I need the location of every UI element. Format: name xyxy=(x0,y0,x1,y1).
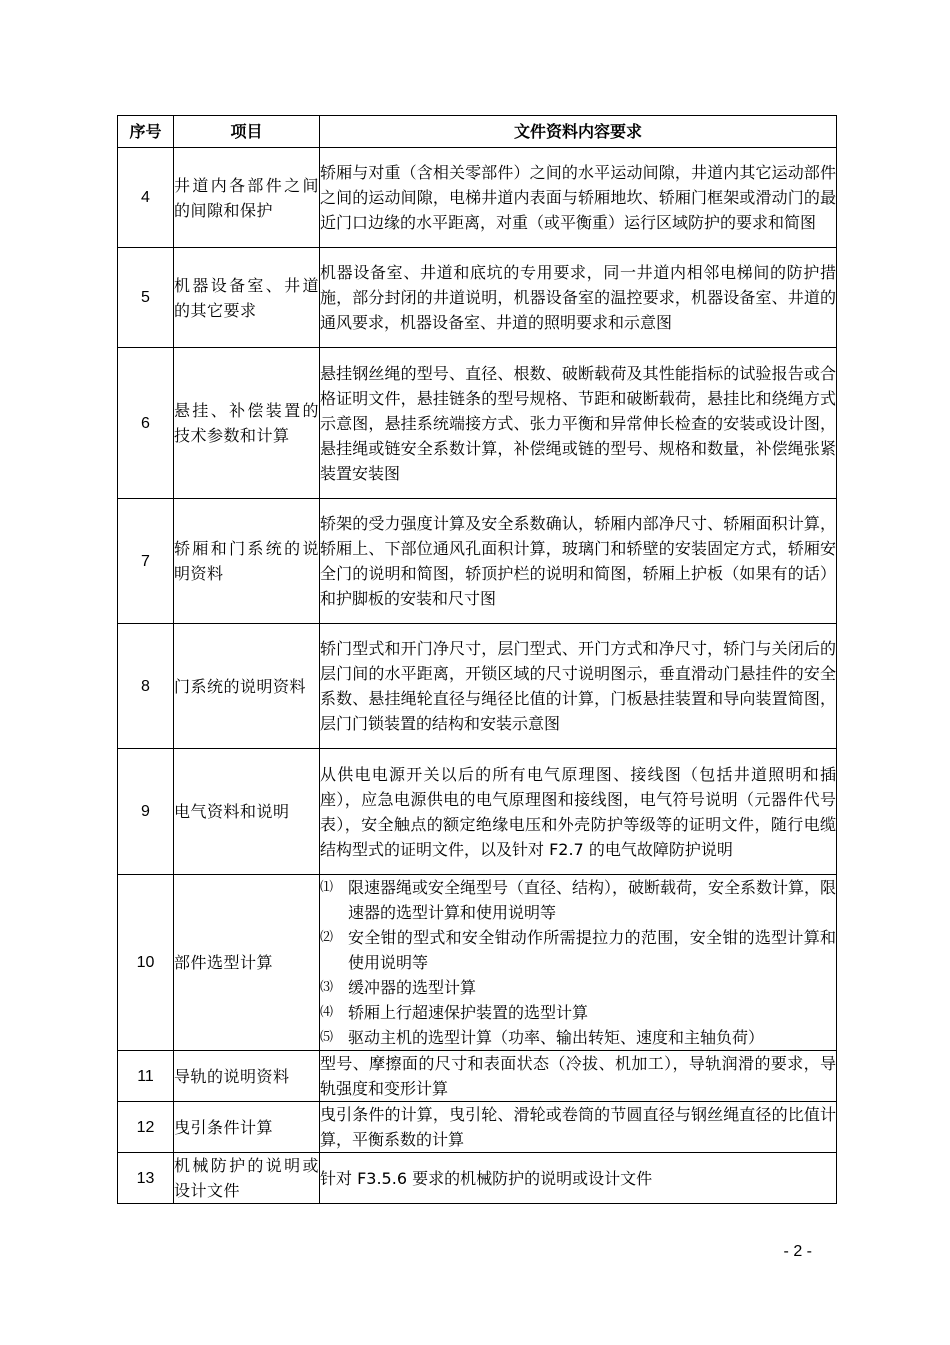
row-content: 轿架的受力强度计算及安全系数确认，轿厢内部净尺寸、轿厢面积计算，轿厢上、下部位通风孔面积计算，玻璃门和轿壁的安装固定方式，轿厢安全门的说明和简图，轿顶护栏的说明和简图，轿厢上护板（如果有的话）和护脚板的安装和尺寸图 xyxy=(320,499,837,624)
row-item: 井道内各部件之间的间隙和保护 xyxy=(174,148,320,248)
table-row xyxy=(118,624,837,749)
row-content: 从供电电源开关以后的所有电气原理图、接线图（包括井道照明和插座），应急电源供电的电气原理图和接线图，电气符号说明（元器件代号表），安全触点的额定绝缘电压和外壳防护等级等的证明文件，随行电缆结构型式的证明文件，以及针对 F2.7 的电气故障防护说明 xyxy=(320,749,837,875)
row-num: 8 xyxy=(118,624,174,749)
row-content: 轿门型式和开门净尺寸，层门型式、开门方式和净尺寸，轿门与关闭后的层门间的水平距离，开锁区域的尺寸说明图示，垂直滑动门悬挂件的安全系数、悬挂绳轮直径与绳径比值的计算，门板悬挂装置和导向装置简图，层门门锁装置的结构和安装示意图 xyxy=(320,624,837,749)
row-num: 11 xyxy=(118,1051,174,1102)
row-item: 轿厢和门系统的说明资料 xyxy=(174,499,320,624)
table-row xyxy=(118,348,837,499)
subitem xyxy=(320,1025,836,1050)
subitem-text: 缓冲器的选型计算 xyxy=(348,978,477,997)
subitem xyxy=(320,925,836,975)
subitem-text: 安全钳的型式和安全钳动作所需提拉力的范围，安全钳的选型计算和使用说明等 xyxy=(348,928,836,972)
row-content: 型号、摩擦面的尺寸和表面状态（冷拔、机加工），导轨润滑的要求，导轨强度和变形计算 xyxy=(320,1051,837,1102)
row-content: 曳引条件的计算，曳引轮、滑轮或卷筒的节圆直径与钢丝绳直径的比值计算，平衡系数的计算 xyxy=(320,1102,837,1153)
row-num: 7 xyxy=(118,499,174,624)
row-num: 10 xyxy=(118,875,174,1051)
subitem xyxy=(320,875,836,925)
row-item: 悬挂、补偿装置的技术参数和计算 xyxy=(174,348,320,499)
subitem xyxy=(320,975,836,1000)
row-num: 4 xyxy=(118,148,174,248)
table-header-row xyxy=(118,116,837,148)
table-row xyxy=(118,499,837,624)
header-num: 序号 xyxy=(118,116,174,148)
table-row xyxy=(118,1153,837,1204)
table-row xyxy=(118,248,837,348)
row-item: 机器设备室、井道的其它要求 xyxy=(174,248,320,348)
subitem-text: 限速器绳或安全绳型号（直径、结构），破断载荷，安全系数计算，限速器的选型计算和使用说明等 xyxy=(348,878,837,922)
row-item: 机械防护的说明或设计文件 xyxy=(174,1153,320,1204)
row-content-subitems xyxy=(320,875,837,1051)
row-num: 13 xyxy=(118,1153,174,1204)
subitem-mark: ⑸ xyxy=(320,1030,334,1045)
row-item: 曳引条件计算 xyxy=(174,1102,320,1153)
row-item: 电气资料和说明 xyxy=(174,749,320,875)
row-num: 9 xyxy=(118,749,174,875)
row-item: 部件选型计算 xyxy=(174,875,320,1051)
subitem-mark: ⑷ xyxy=(320,1005,334,1020)
row-num: 5 xyxy=(118,248,174,348)
subitem-mark: ⑴ xyxy=(320,880,334,895)
row-content: 悬挂钢丝绳的型号、直径、根数、破断载荷及其性能指标的试验报告或合格证明文件，悬挂链条的型号规格、节距和破断载荷，悬挂比和绕绳方式示意图，悬挂系统端接方式、张力平衡和异常伸长检查的安装或设计图，悬挂绳或链安全系数计算，补偿绳或链的型号、规格和数量，补偿绳张紧装置安装图 xyxy=(320,348,837,499)
page-number: - 2 - xyxy=(783,1243,812,1260)
header-item: 项目 xyxy=(174,116,320,148)
table-row xyxy=(118,148,837,248)
subitem-text: 驱动主机的选型计算（功率、输出转矩、速度和主轴负荷） xyxy=(348,1028,765,1047)
table-row xyxy=(118,1051,837,1102)
subitem-mark: ⑵ xyxy=(320,930,334,945)
row-num: 12 xyxy=(118,1102,174,1153)
subitem-mark: ⑶ xyxy=(320,980,334,995)
row-item: 导轨的说明资料 xyxy=(174,1051,320,1102)
row-item: 门系统的说明资料 xyxy=(174,624,320,749)
row-num: 6 xyxy=(118,348,174,499)
header-content: 文件资料内容要求 xyxy=(320,116,837,148)
row-content: 轿厢与对重（含相关零部件）之间的水平运动间隙，井道内其它运动部件之间的运动间隙，电梯井道内表面与轿厢地坎、轿厢门框架或滑动门的最近门口边缘的水平距离，对重（或平衡重）运行区域防护的要求和简图 xyxy=(320,148,837,248)
row-content: 机器设备室、井道和底坑的专用要求，同一井道内相邻电梯间的防护措施，部分封闭的井道说明，机器设备室的温控要求，机器设备室、井道的通风要求，机器设备室、井道的照明要求和示意图 xyxy=(320,248,837,348)
table-row xyxy=(118,749,837,875)
subitem xyxy=(320,1000,836,1025)
table-row xyxy=(118,1102,837,1153)
subitem-text: 轿厢上行超速保护装置的选型计算 xyxy=(348,1003,589,1022)
row-content: 针对 F3.5.6 要求的机械防护的说明或设计文件 xyxy=(320,1153,837,1204)
table-row xyxy=(118,875,837,1051)
requirements-table xyxy=(117,115,837,1204)
